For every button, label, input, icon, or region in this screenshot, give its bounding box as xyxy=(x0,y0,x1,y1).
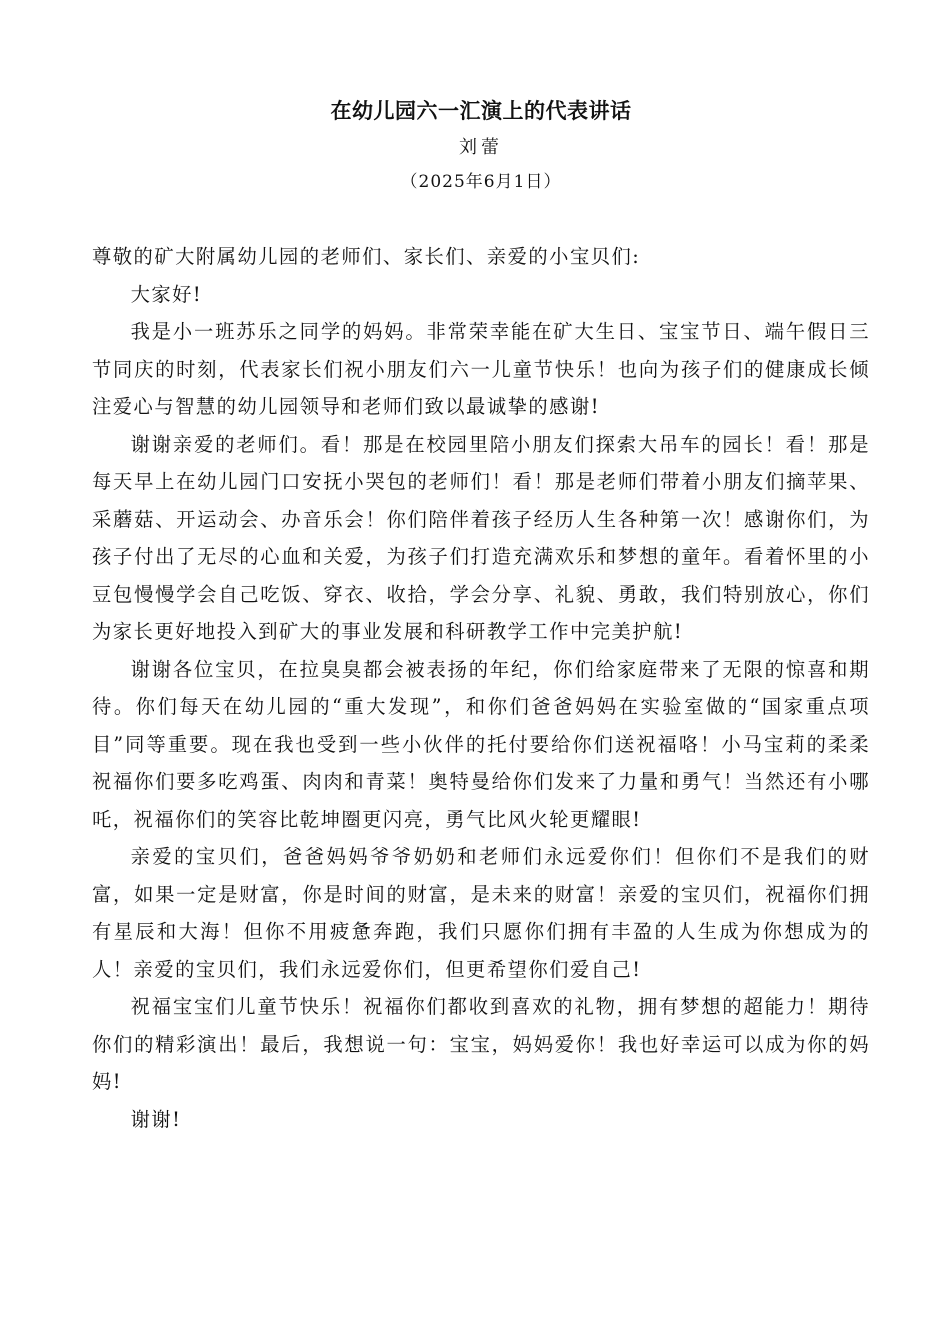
document-body xyxy=(92,238,870,1138)
document-author: 刘蕾 xyxy=(459,137,503,158)
paragraph-thanks-teachers: 谢谢亲爱的老师们。看！那是在校园里陪小朋友们探索大吊车的园长！看！那是每天早上在幼儿园门口安抚小哭包的老师们！看！那是老师们带着小朋友们摘苹果、采蘑菇、开运动会、办音乐会！你们陪伴着孩子经历人生各种第一次！感谢你们，为孩子付出了无尽的心血和关爱，为孩子们打造充满欢乐和梦想的童年。看着怀里的小豆包慢慢学会自己吃饭、穿衣、收拾，学会分享、礼貌、勇敢，我们特别放心，你们为家长更好地投入到矿大的事业发展和科研教学工作中完美护航! xyxy=(92,432,870,643)
paragraph-blessing: 祝福宝宝们儿童节快乐！祝福你们都收到喜欢的礼物，拥有梦想的超能力！期待你们的精彩演出！最后，我想说一句：宝宝，妈妈爱你！我也好幸运可以成为你的妈妈! xyxy=(92,995,870,1093)
paragraph-closing: 谢谢! xyxy=(130,1107,182,1131)
salutation: 尊敬的矿大附属幼儿园的老师们、家长们、亲爱的小宝贝们: xyxy=(92,245,641,268)
paragraph-love: 亲爱的宝贝们，爸爸妈妈爷爷奶奶和老师们永远爱你们！但你们不是我们的财富，如果一定是财富，你是时间的财富，是未来的财富！亲爱的宝贝们，祝福你们拥有星辰和大海！但你不用疲惫奔跑，我们只愿你们拥有丰盈的人生成为你想成为的人！亲爱的宝贝们，我们永远爱你们，但更希望你们爱自己! xyxy=(92,845,870,981)
document-title: 在幼儿园六一汇演上的代表讲话 xyxy=(330,98,632,123)
paragraph-greeting: 大家好! xyxy=(130,282,203,306)
document-date: （2025年6月1日） xyxy=(400,172,562,192)
paragraph-introduction: 我是小一班苏乐之同学的妈妈。非常荣幸能在矿大生日、宝宝节日、端午假日三节同庆的时刻，代表家长们祝小朋友们六一儿童节快乐！也向为孩子们的健康成长倾注爱心与智慧的幼儿园领导和老师们致以最诚挚的感谢! xyxy=(92,320,870,418)
paragraph-thanks-children: 谢谢各位宝贝，在拉臭臭都会被表扬的年纪，你们给家庭带来了无限的惊喜和期待。你们每天在幼儿园的“重大发现”，和你们爸爸妈妈在实验室做的“国家重点项目”同等重要。现在我也受到一些小伙伴的托付要给你们送祝福咯！小马宝莉的柔柔祝福你们要多吃鸡蛋、肉肉和青菜！奥特曼给你们发来了力量和勇气！当然还有小哪吒，祝福你们的笑容比乾坤圈更闪亮，勇气比风火轮更耀眼! xyxy=(92,657,870,831)
